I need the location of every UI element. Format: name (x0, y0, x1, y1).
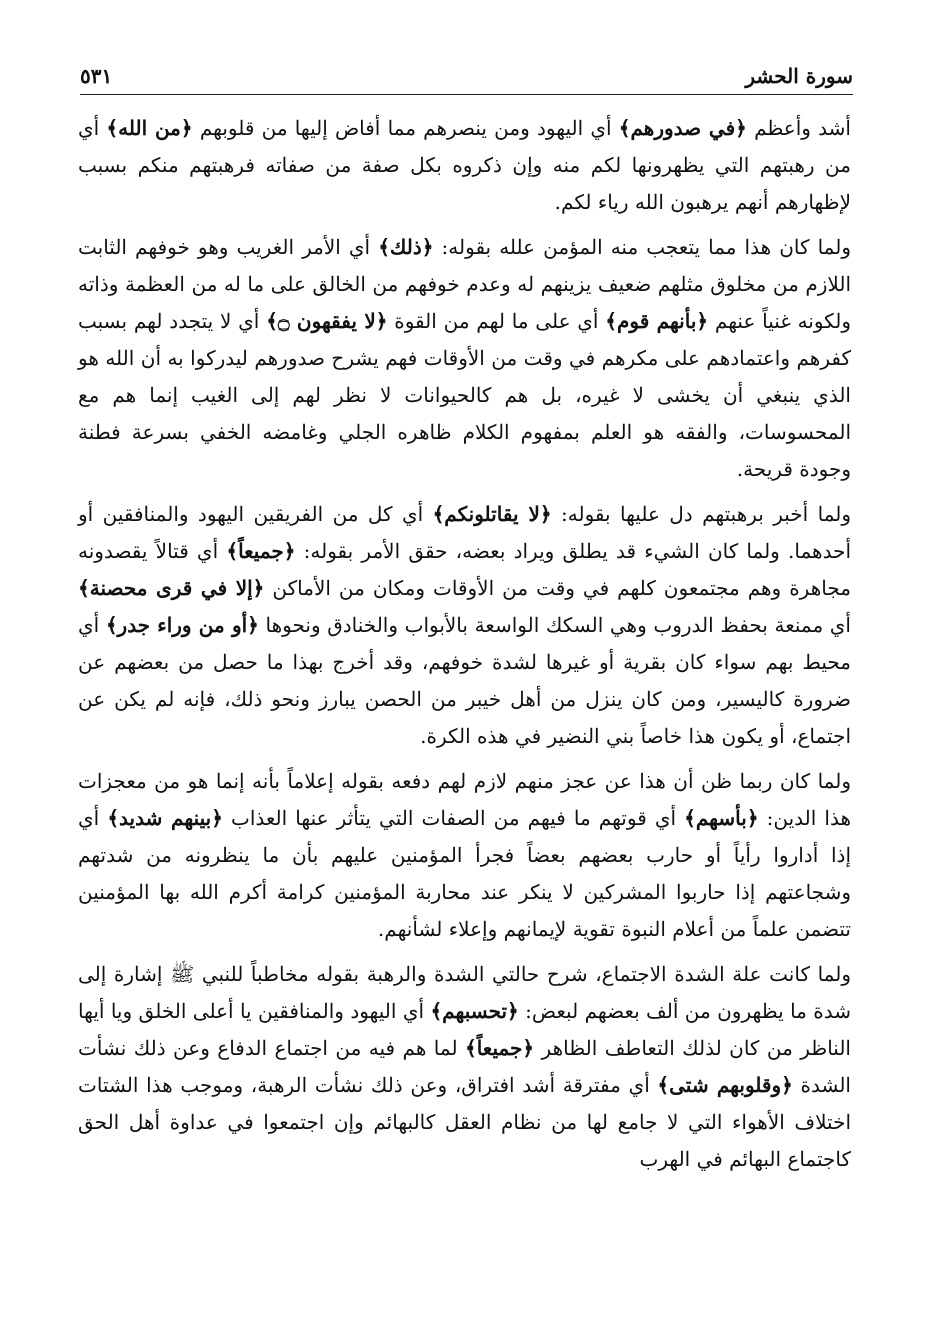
quran-quote: ﴿إلا في قرى محصنة﴾ (78, 576, 265, 600)
quran-quote: ﴿لا يقاتلونكم﴾ (432, 502, 552, 526)
quran-quote: ﴿تحسبهم﴾ (430, 999, 519, 1023)
quran-quote: ﴿بأسهم﴾ (684, 806, 759, 830)
commentary-text: لما هم فيه من اجتماع الدفاع وعن ذلك نشأت الشدة (78, 1036, 851, 1097)
commentary-text: أي على ما لهم من القوة (387, 309, 606, 333)
commentary-text: أي الأمر الغريب وهو خوفهم الثابت اللازم من مخلوق مثلهم ضعيف يزينهم له وعدم خوفهم من الخالق على ما له من العظمة وذاته ولكونه غنياً عنهم (78, 235, 851, 333)
quran-quote: ﴿وقلوبهم شتى﴾ (657, 1073, 793, 1097)
page-number: ٥٣١ (80, 64, 113, 88)
quran-quote: ﴿من الله﴾ (106, 116, 193, 140)
page-body (78, 110, 851, 1186)
quote-fragment: ﴿أو من وراء جدر﴾ (105, 613, 259, 637)
commentary-text: أشد وأعظم (746, 116, 851, 140)
quran-quote: ﴿جميعاً﴾ (226, 539, 296, 563)
quran-quote: ﴿جميعاً﴾ (464, 1036, 535, 1060)
commentary-text: أي إذا أداروا رأياً أو حارب بعضهم بعضاً فجرأ المؤمنين عليهم بأن ما ينظرونه من شدتهم وشجاعتهم إذا حاربوا المشركين لا ينكر عند محاربة المؤمنين كرامة أكرم الله بها المؤمنين تتضمن علماً من أعلام النبوة تقوية لإيمانهم وإعلاء لشأنهم. (78, 806, 851, 941)
commentary-text: ولما كان هذا مما يتعجب منه المؤمن علله بقوله: (433, 235, 851, 259)
commentary-text: أي من رهبتهم التي يظهرونها لكم منه وإن ذكروه بكل صفة من صفاته فرهبتهم منكم بسبب لإظهارهم أنهم يرهبون الله رياء لكم. (78, 116, 851, 214)
paragraph (78, 110, 851, 221)
paragraph (78, 956, 851, 1178)
paragraph (78, 763, 851, 948)
commentary-text: أي لا يتجدد لهم بسبب كفرهم واعتمادهم على مكرهم في وقت من الأوقات فهم يشرح صدورهم ليدركوا به أن الله هو الذي ينبغي أن يخشى لا غيره، بل هم كالحيوانات لا نظر لهم إلى الغيب إنما هم مع المحسوسات، والفقه هو العلم بمفهوم الكلام ظاهره الجلي وغامضه الخفي بسرعة فطنة وجودة قريحة. (78, 309, 851, 481)
quran-quote: ﴿ذلك﴾ (378, 235, 434, 259)
commentary-text: أي مفترقة أشد افتراق، وعن ذلك نشأت الرهبة، وموجب هذا الشتات اختلاف الأهواء التي لا جامع لها من نظام العقل كالبهائم وإن اجتمعوا في عداوة أهل الحق كاجتماع البهائم في الهرب (78, 1073, 851, 1171)
commentary-text: أي ممنعة بحفظ الدروب وهي السكك الواسعة بالأبواب والخنادق ونحوها (258, 613, 851, 637)
commentary-text: أي كل من الفريقين اليهود والمنافقين أو أحدهما. ولما كان الشيء قد يطلق ويراد بعضه، حقق الأمر بقوله: (78, 502, 852, 563)
commentary-text: ولما كان ربما ظن أن هذا عن عجز منهم لازم لهم دفعه بقوله إعلاماً بأنه إنما هو من معجزات هذا الدين: (78, 769, 852, 830)
commentary-text: أي اليهود ومن ينصرهم مما أفاض إليها من قلوبهم (192, 116, 619, 140)
quran-quote: ﴿لا يفقهون ۝﴾ (266, 309, 388, 333)
commentary-text: أي قتالاً يقصدونه مجاهرة وهم مجتمعون كلهم في وقت من الأوقات ومكان من الأماكن (78, 539, 851, 600)
paragraph (78, 496, 851, 755)
commentary-text: ولما أخبر برهبتهم دل عليها بقوله: (551, 502, 852, 526)
commentary-text: أي محيط بهم سواء كان بقرية أو غيرها لشدة خوفهم، وقد أخرج بهذا ما حصل من بعضهم عن ضرورة كاليسير، ومن كان ينزل من أهل خيبر من الحصن يبارز ونحو ذلك، فإنه لم يكن عن اجتماع، أو يكون هذا خاصاً بني النضير في هذه الكرة. (78, 613, 851, 748)
quran-quote: ﴿بأنهم قوم﴾ (605, 309, 709, 333)
paragraph (78, 229, 851, 488)
commentary-text: أي اليهود والمنافقين يا أعلى الخلق ويا أيها الناظر من كان لذلك التعاطف الظاهر (78, 999, 851, 1060)
page-header (80, 60, 853, 95)
quran-quote: ﴿في صدورهم﴾ (618, 116, 747, 140)
commentary-text: أي قوتهم ما فيهم من الصفات التي يتأثر عنها العذاب (222, 806, 685, 830)
quran-quote: ﴿بينهم شديد﴾ (107, 806, 223, 830)
surah-title: سورة الحشر (745, 64, 853, 88)
commentary-text: ولما كانت علة الشدة الاجتماع، شرح حالتي الشدة والرهبة بقوله مخاطباً للنبي ﷺ إشارة إلى شدة ما يظهرون من ألف بعضهم لبعض: (78, 962, 851, 1023)
